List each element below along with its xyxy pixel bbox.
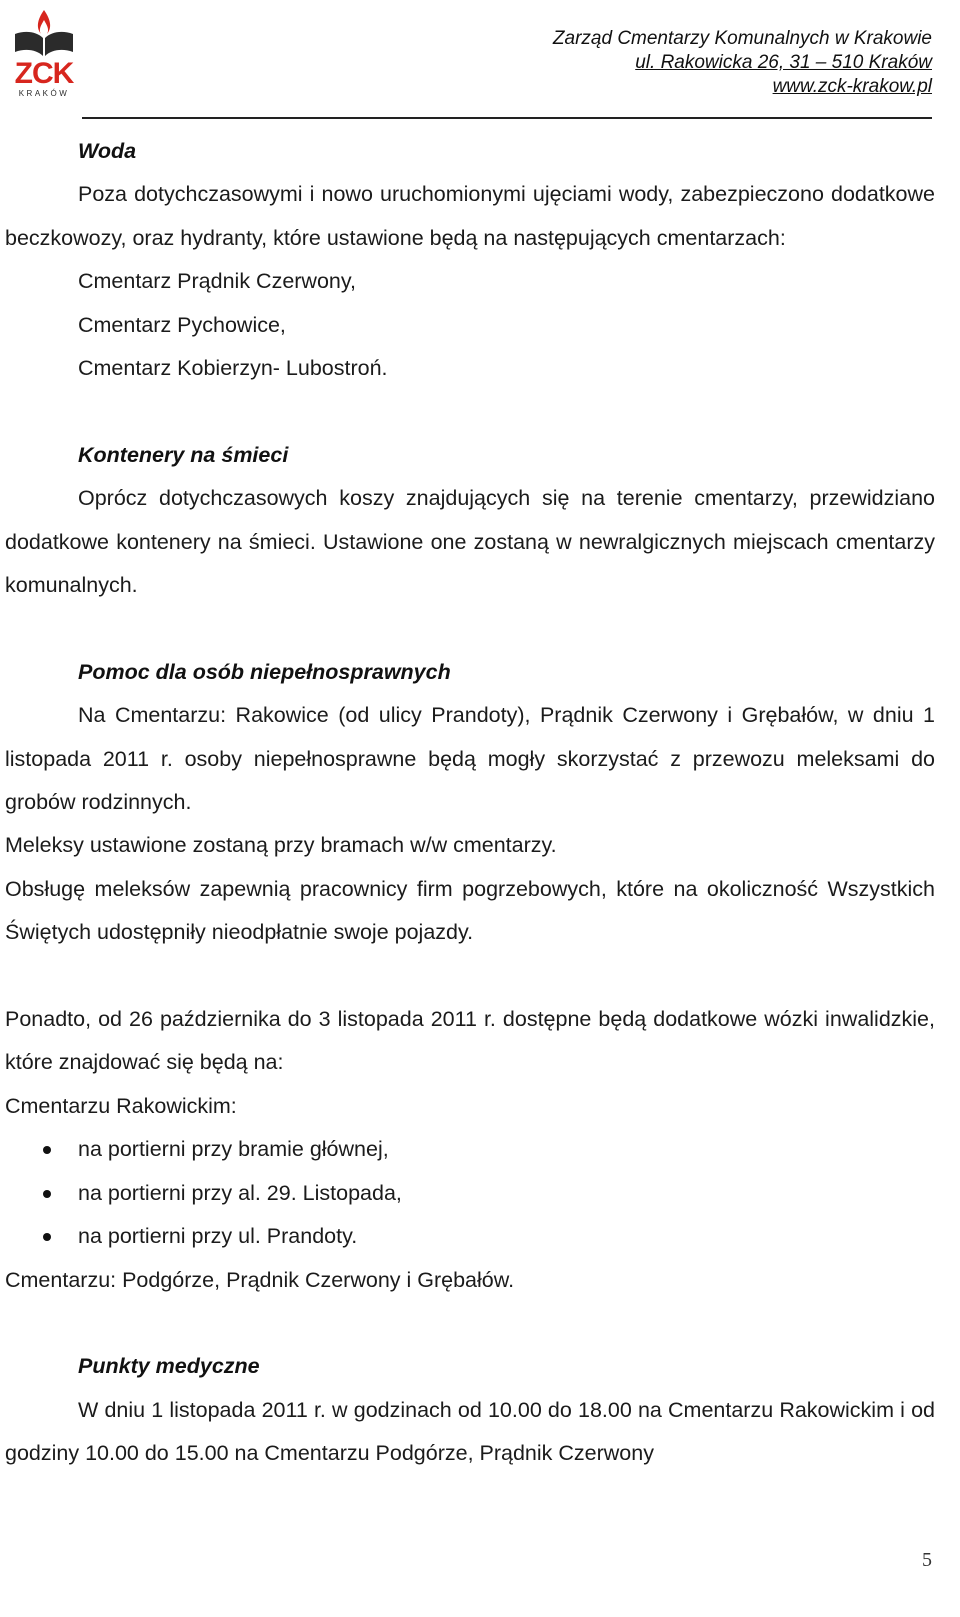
website-link[interactable]: www.zck-krakow.pl xyxy=(772,76,932,97)
list-item: na portierni przy al. 29. Listopada, xyxy=(5,1172,935,1215)
document-body xyxy=(5,130,935,1476)
location-list xyxy=(5,1128,935,1258)
disabled-text: Obsługę meleksów zapewnią pracownicy firm pogrzebowych, które na okoliczność Wszystkich Świętych udostępniły nieodpłatnie swoje pojazdy. xyxy=(5,876,935,945)
logo-text: ZCK xyxy=(14,57,74,90)
bins-text: Oprócz dotychczasowych koszy znajdujących się na terenie cmentarzy, przewidziano dodatkowe kontenery na śmieci. Ustawione one zostaną w newralgicznych miejscach cmentarzy komunalnych. xyxy=(5,486,935,598)
heading-disabled: Pomoc dla osób niepełnosprawnych xyxy=(78,659,451,684)
disabled-text: Ponadto, od 26 października do 3 listopada 2011 r. dostępne będą dodatkowe wózki inwalidzkie, które znajdować się będą na: xyxy=(5,1007,935,1075)
disabled-text: Meleksy ustawione zostaną przy bramach w/w cmentarzy. xyxy=(5,833,557,858)
zck-logo xyxy=(6,4,82,98)
cemetery-item: Cmentarz Prądnik Czerwony, xyxy=(78,269,356,294)
logo-subtext: KRAKÓW xyxy=(18,89,70,98)
flame-icon xyxy=(38,10,50,34)
header-info xyxy=(553,27,932,99)
disabled-text: Na Cmentarzu: Rakowice (od ulicy Prandoty), Prądnik Czerwony i Grębałów, w dniu 1 listopada 2011 r. osoby niepełnosprawne będą mogły skorzystać z przewozu meleksami do grobów rodzinnych. xyxy=(5,703,935,815)
list-item: na portierni przy ul. Prandoty. xyxy=(5,1215,935,1258)
list-item: na portierni przy bramie głównej, xyxy=(5,1128,935,1171)
medical-text: W dniu 1 listopada 2011 r. w godzinach od 10.00 do 18.00 na Cmentarzu Rakowickim i od godziny 10.00 do 15.00 na Cmentarzu Podgórze, Prądnik Czerwony xyxy=(5,1397,935,1466)
rakowice-label: Cmentarzu Rakowickim: xyxy=(5,1093,237,1118)
org-address: ul. Rakowicka 26, 31 – 510 Kraków xyxy=(635,52,932,73)
book-icon xyxy=(15,32,43,56)
heading-medical: Punkty medyczne xyxy=(78,1354,260,1379)
page-number: 5 xyxy=(922,1549,932,1571)
heading-bins: Kontenery na śmieci xyxy=(78,442,289,467)
cemetery-item: Cmentarz Pychowice, xyxy=(78,312,286,337)
header-divider xyxy=(82,117,932,119)
cemetery-item: Cmentarz Kobierzyn- Lubostroń. xyxy=(78,356,388,381)
org-name: Zarząd Cmentarzy Komunalnych w Krakowie xyxy=(552,28,932,49)
water-text: Poza dotychczasowymi i nowo uruchomionymi ujęciami wody, zabezpieczono dodatkowe beczkowozy, oraz hydranty, które ustawione będą na następujących cmentarzach: xyxy=(5,182,935,250)
heading-water: Woda xyxy=(78,139,137,163)
other-cemeteries: Cmentarzu: Podgórze, Prądnik Czerwony i Grębałów. xyxy=(5,1267,515,1292)
